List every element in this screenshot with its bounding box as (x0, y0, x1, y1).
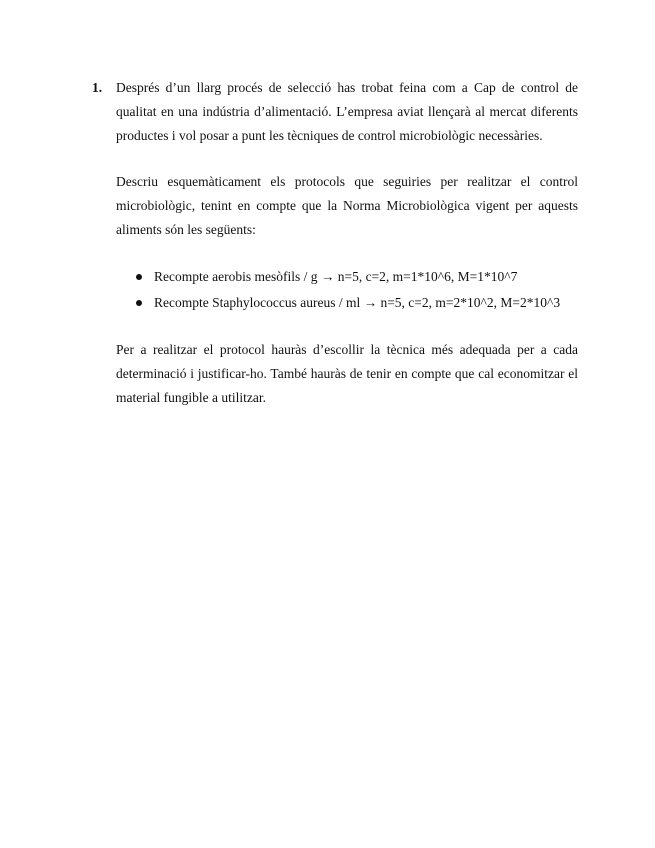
bullet-icon (136, 274, 142, 280)
list-item (116, 264, 578, 290)
question-block (92, 76, 578, 410)
question-instructions-paragraph: Per a realitzar el protocol hauràs d’escollir la tècnica més adequada per a cada determinació i justificar-ho. També hauràs de tenir en compte que cal economitzar el material fungible a utilitzar. (116, 342, 578, 405)
question-task-paragraph: Descriu esquemàticament els protocols que seguiries per realitzar el control microbiològic, tenint en compte que la Norma Microbiològica vigent per aquests aliments són les següents: (116, 174, 578, 237)
bullet-icon (136, 300, 142, 306)
list-item (116, 290, 578, 316)
question-intro-paragraph: Després d’un llarg procés de selecció has trobat feina com a Cap de control de qualitat en una indústria d’alimentació. L’empresa aviat llençarà al mercat diferents productes i vol posar a punt les tècniques de control microbiològic necessàries. (116, 80, 578, 143)
microbiological-criteria-list (116, 264, 578, 316)
criteria-staphylococcus-aureus: Recompte Staphylococcus aureus / ml → n=5, c=2, m=2*10^2, M=2*10^3 (154, 295, 561, 310)
criteria-aerobic-mesophiles: Recompte aerobis mesòfils / g → n=5, c=2, m=1*10^6, M=1*10^7 (154, 269, 518, 284)
question-body (116, 76, 578, 410)
question-number: 1. (92, 80, 103, 95)
